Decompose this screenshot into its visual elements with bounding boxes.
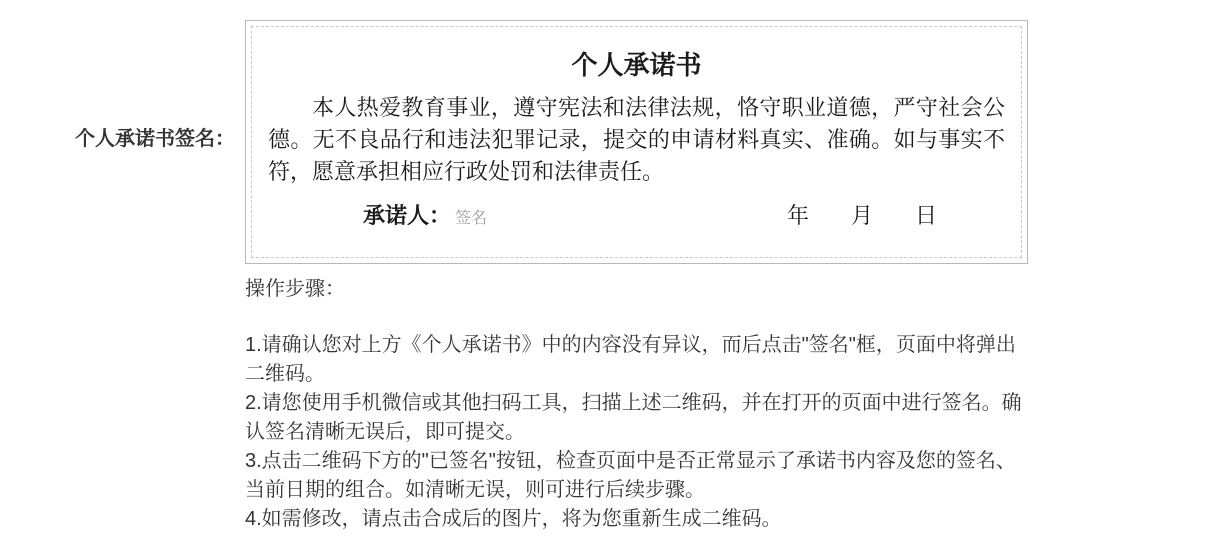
date-fields bbox=[787, 200, 937, 232]
promise-content-column bbox=[245, 20, 1028, 534]
instruction-step-4: 4.如需修改，请点击合成后的图片，将为您重新生成二维码。 bbox=[245, 508, 782, 530]
field-label-promise-signature: 个人承诺书签名： bbox=[75, 128, 235, 150]
promise-letter-body: 本人热爱教育事业，遵守宪法和法律法规，恪守职业道德，严守社会公德。无不良品行和违法犯罪记录，提交的申请材料真实、准确。如与事实不符，愿意承担相应行政处罚和法律责任。 bbox=[268, 95, 1005, 184]
instructions-heading: 操作步骤： bbox=[245, 278, 345, 300]
promise-letter-inner-frame bbox=[251, 26, 1022, 258]
signature-box[interactable]: 签名 bbox=[455, 210, 488, 227]
instructions-section bbox=[245, 275, 1028, 534]
instruction-step-3: 3.点击二维码下方的"已签名"按钮，检查页面中是否正常显示了承诺书内容及您的签名、当前日期的组合。如清晰无误，则可进行后续步骤。 bbox=[245, 450, 1016, 501]
instruction-step-1: 1.请确认您对上方《个人承诺书》中的内容没有异议，而后点击"签名"框，页面中将弹出二维码。 bbox=[245, 334, 1016, 385]
signer-label: 承诺人： bbox=[363, 203, 452, 228]
instruction-step-2: 2.请您使用手机微信或其他扫码工具，扫描上述二维码，并在打开的页面中进行签名。确认签名清晰无误后，即可提交。 bbox=[245, 392, 1022, 443]
signer-group bbox=[363, 200, 487, 235]
signer-row bbox=[268, 200, 1005, 235]
promise-letter-box bbox=[245, 20, 1028, 264]
date-year-label: 年 bbox=[786, 203, 809, 228]
promise-letter-title: 个人承诺书 bbox=[571, 51, 702, 80]
date-day-label: 日 bbox=[914, 203, 937, 228]
date-month-label: 月 bbox=[850, 203, 873, 228]
